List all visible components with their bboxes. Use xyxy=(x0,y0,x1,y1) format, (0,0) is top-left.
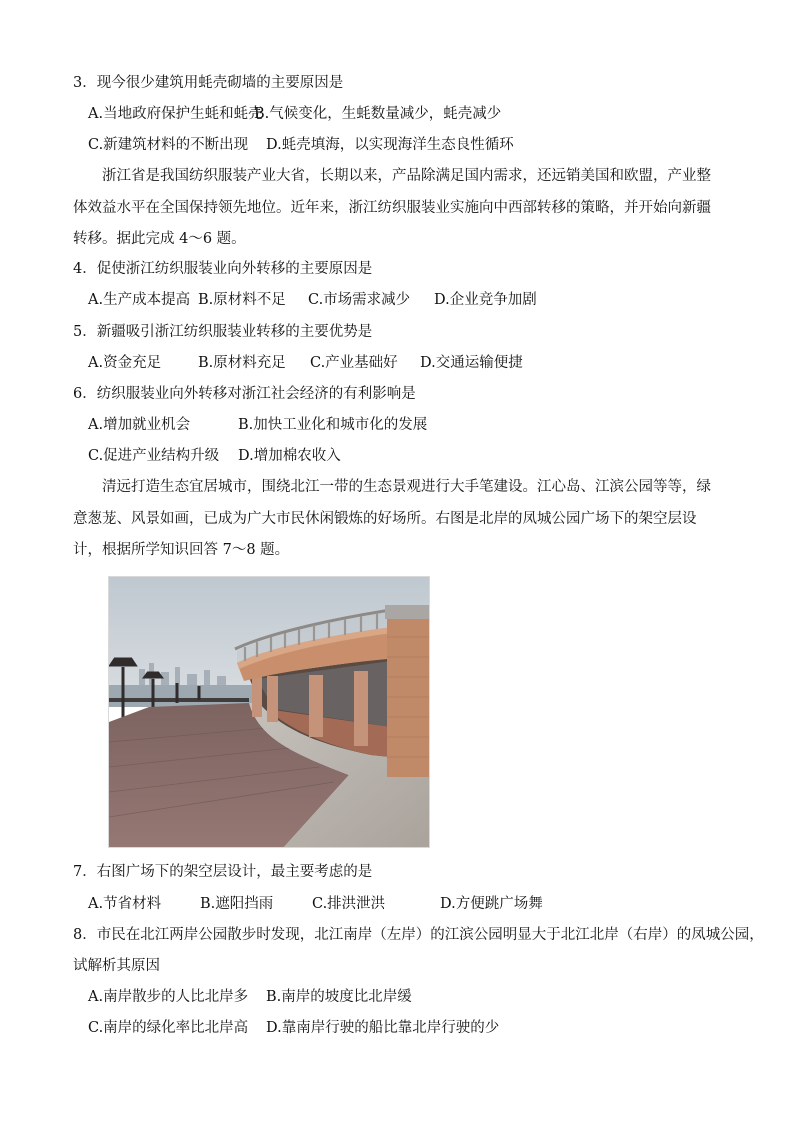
q3-option-c: C.新建筑材料的不断出现 xyxy=(88,137,249,153)
question-3-stem: 3．现今很少建筑用蚝壳砌墙的主要原因是 xyxy=(73,75,344,91)
question-5-stem: 5．新疆吸引浙江纺织服装业转移的主要优势是 xyxy=(73,324,373,340)
q7-option-a: A.节省材料 xyxy=(88,896,162,912)
q8-option-c: C.南岸的绿化率比北岸高 xyxy=(88,1020,249,1036)
question-6-stem: 6．纺织服装业向外转移对浙江社会经济的有利影响是 xyxy=(73,386,416,402)
q6-option-a: A.增加就业机会 xyxy=(88,417,191,433)
question-4-options xyxy=(88,290,537,310)
question-5-options xyxy=(88,353,523,373)
q8-option-d: D.靠南岸行驶的船比靠北岸行驶的少 xyxy=(266,1020,500,1036)
park-plaza-photo xyxy=(108,576,430,848)
q3-option-d: D.蚝壳填海，以实现海洋生态良性循环 xyxy=(266,137,514,153)
question-3-options-row-1 xyxy=(88,104,501,124)
q3-option-a: A.当地政府保护生蚝和蚝壳 xyxy=(88,106,263,122)
q4-option-b: B.原材料不足 xyxy=(198,292,286,308)
q5-option-b: B.原材料充足 xyxy=(198,355,286,371)
q8-option-a: A.南岸散步的人比北岸多 xyxy=(88,989,249,1005)
park-plaza-illustration xyxy=(109,577,429,847)
q8-option-b: B.南岸的坡度比北岸缓 xyxy=(266,989,412,1005)
question-7-stem: 7．右图广场下的架空层设计，最主要考虑的是 xyxy=(73,864,373,880)
passage-qingyuan-park: 清远打造生态宜居城市，围绕北江一带的生态景观进行大手笔建设。江心岛、江滨公园等等，绿意葱茏、风景如画，已成为广大市民休闲锻炼的好场所。右图是北岸的凤城公园广场下的架空层设计，根据所学知识回答 7～8 题。 xyxy=(73,479,711,558)
q4-option-d: D.企业竞争加剧 xyxy=(434,292,537,308)
question-6-options-row-2 xyxy=(88,446,341,466)
q6-option-c: C.促进产业结构升级 xyxy=(88,448,220,464)
q5-option-c: C.产业基础好 xyxy=(310,355,398,371)
q5-option-a: A.资金充足 xyxy=(88,355,162,371)
pier-cap xyxy=(385,605,429,619)
question-6-options-row-1 xyxy=(88,415,427,435)
question-4-stem: 4．促使浙江纺织服装业向外转移的主要原因是 xyxy=(73,261,373,277)
question-8-options-row-1 xyxy=(88,987,412,1007)
question-8-options-row-2 xyxy=(88,1018,499,1038)
q5-option-d: D.交通运输便捷 xyxy=(420,355,523,371)
question-3-options-row-2 xyxy=(88,135,514,155)
q6-option-d: D.增加棉农收入 xyxy=(238,448,341,464)
q7-option-d: D.方便跳广场舞 xyxy=(440,896,543,912)
passage-textile-industry: 浙江省是我国纺织服装产业大省，长期以来，产品除满足国内需求，还远销美国和欧盟，产业整体效益水平在全国保持领先地位。近年来，浙江纺织服装业实施向中西部转移的策略，并开始向新疆转移。据此完成 4～6 题。 xyxy=(73,168,711,247)
q4-option-c: C.市场需求减少 xyxy=(308,292,411,308)
q4-option-a: A.生产成本提高 xyxy=(88,292,191,308)
q6-option-b: B.加快工业化和城市化的发展 xyxy=(238,417,428,433)
question-8-stem-line-2: 试解析其原因 xyxy=(73,958,160,974)
question-7-options xyxy=(88,894,543,914)
question-8-stem-line-1: 8．市民在北江两岸公园散步时发现，北江南岸（左岸）的江滨公园明显大于北江北岸（右岸）的凤城公园， xyxy=(73,927,764,943)
q3-option-b: B.气候变化，生蚝数量减少，蚝壳减少 xyxy=(254,106,502,122)
q7-option-c: C.排洪泄洪 xyxy=(312,896,386,912)
q7-option-b: B.遮阳挡雨 xyxy=(200,896,274,912)
far-railing xyxy=(109,698,249,702)
